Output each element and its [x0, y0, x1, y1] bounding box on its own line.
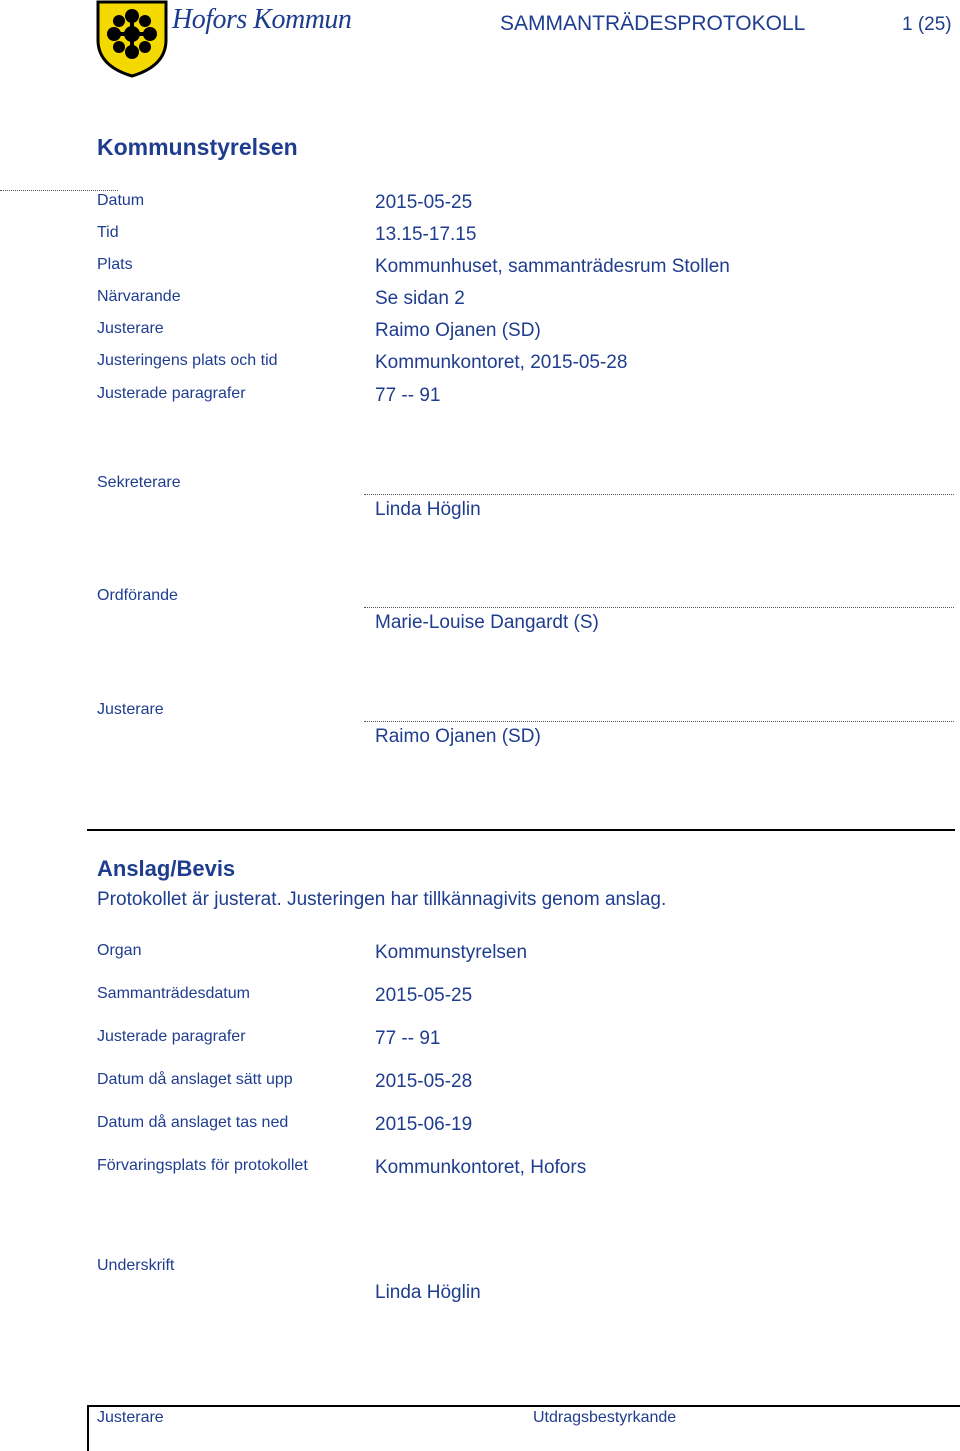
anslag-value-uppsatt: 2015-05-28 — [375, 1071, 473, 1092]
meeting-value-paragrafer: 77 -- 91 — [375, 385, 441, 406]
header-divider — [0, 190, 118, 191]
anslag-text: Protokollet är justerat. Justeringen har tillkännagivits genom anslag. — [97, 889, 667, 910]
anslag-heading: Anslag/Bevis — [97, 856, 236, 881]
meeting-value-datum: 2015-05-25 — [375, 192, 473, 213]
signature-name-sekreterare: Linda Höglin — [375, 499, 481, 520]
signature-name-justerare: Raimo Ojanen (SD) — [375, 726, 541, 747]
signature-label-sekreterare: Sekreterare — [97, 474, 181, 491]
document-title: SAMMANTRÄDESPROTOKOLL — [500, 12, 806, 35]
meeting-value-justeringens-plats: Kommunkontoret, 2015-05-28 — [375, 352, 628, 373]
anslag-value-organ: Kommunstyrelsen — [375, 942, 528, 963]
underskrift-label: Underskrift — [97, 1257, 175, 1274]
footer-box — [87, 1405, 960, 1451]
anslag-value-nedtagen: 2015-06-19 — [375, 1114, 473, 1135]
signature-line-ordforande — [364, 607, 954, 608]
anslag-label-uppsatt: Datum då anslaget sätt upp — [97, 1071, 293, 1088]
meeting-value-tid: 13.15-17.15 — [375, 224, 477, 245]
anslag-label-forvaringsplats: Förvaringsplats för protokollet — [97, 1157, 308, 1174]
organ-title: Kommunstyrelsen — [97, 134, 298, 160]
page-number: 1 (25) — [902, 14, 952, 35]
anslag-label-organ: Organ — [97, 942, 142, 959]
meeting-label-tid: Tid — [97, 224, 119, 241]
anslag-value-forvaringsplats: Kommunkontoret, Hofors — [375, 1157, 587, 1178]
anslag-value-paragrafer: 77 -- 91 — [375, 1028, 441, 1049]
signature-label-justerare: Justerare — [97, 701, 164, 718]
municipal-shield-logo — [96, 0, 168, 78]
footer-justerare-label: Justerare — [97, 1409, 164, 1426]
meeting-label-plats: Plats — [97, 256, 133, 273]
anslag-value-sammantradesdatum: 2015-05-25 — [375, 985, 473, 1006]
meeting-label-paragrafer: Justerade paragrafer — [97, 385, 246, 402]
signature-line-sekreterare — [364, 494, 954, 495]
meeting-label-datum: Datum — [97, 192, 145, 209]
shield-icon — [96, 0, 168, 78]
meeting-value-plats: Kommunhuset, sammanträdesrum Stollen — [375, 256, 730, 277]
anslag-label-nedtagen: Datum då anslaget tas ned — [97, 1114, 289, 1131]
anslag-label-paragrafer: Justerade paragrafer — [97, 1028, 246, 1045]
meeting-label-justerare: Justerare — [97, 320, 164, 337]
meeting-value-justerare: Raimo Ojanen (SD) — [375, 320, 541, 341]
meeting-label-narvarande: Närvarande — [97, 288, 181, 305]
brand-name: Hofors Kommun — [172, 4, 352, 35]
underskrift-name: Linda Höglin — [375, 1282, 481, 1303]
signature-label-ordforande: Ordförande — [97, 587, 178, 604]
signature-name-ordforande: Marie-Louise Dangardt (S) — [375, 612, 599, 633]
signature-line-justerare — [364, 721, 954, 722]
footer-utdragsbestyrkande-label: Utdragsbestyrkande — [533, 1409, 677, 1426]
meeting-label-justeringens-plats: Justeringens plats och tid — [97, 352, 278, 369]
meeting-value-narvarande: Se sidan 2 — [375, 288, 465, 309]
anslag-label-sammantradesdatum: Sammanträdesdatum — [97, 985, 250, 1002]
section-divider — [87, 829, 955, 831]
